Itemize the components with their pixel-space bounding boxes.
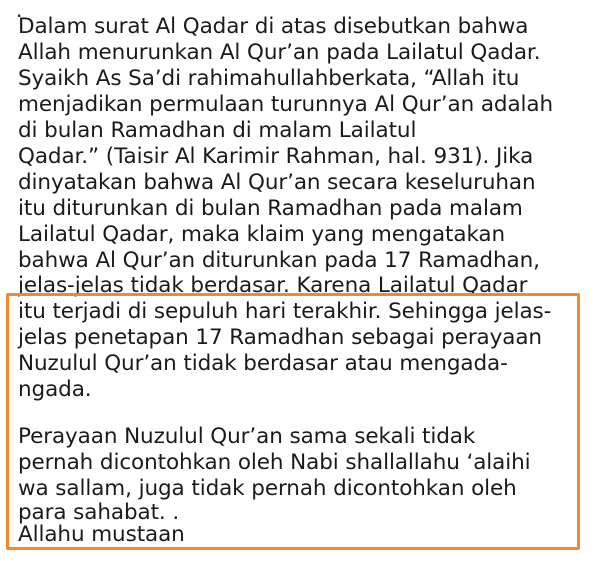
highlighted-text-line: Perayaan Nuzulul Qur’an sama sekali tidak <box>18 424 476 449</box>
closing-line: Allahu mustaan <box>18 522 185 547</box>
text-line: Dalam surat Al Qadar di atas disebutkan bahwa <box>18 14 529 39</box>
highlighted-text-line: Nuzulul Qur’an tidak berdasar atau mengada- <box>18 351 508 376</box>
text-line: Allah menurunkan Al Qur’an pada Lailatul Qadar. <box>18 40 541 65</box>
text-line: dinyatakan bahwa Al Qur’an secara keseluruhan <box>18 170 536 195</box>
top-marker: . <box>16 0 23 22</box>
highlighted-text-line: wa sallam, juga tidak pernah dicontohkan oleh <box>18 476 517 501</box>
text-line: Syaikh As Sa’di rahimahullahberkata, “Allah itu <box>18 66 520 91</box>
text-line: menjadikan permulaan turunnya Al Qur’an adalah <box>18 92 554 117</box>
text-line: di bulan Ramadhan di malam Lailatul <box>18 118 417 143</box>
text-line: jelas-jelas tidak berdasar. Karena Lailatul Qadar <box>18 273 528 298</box>
highlighted-text-line: pernah dicontohkan oleh Nabi shallallahu ‘alaihi <box>18 450 531 475</box>
text-line: Lailatul Qadar, maka klaim yang mengatakan <box>18 222 506 247</box>
highlighted-text-line: jelas penetapan 17 Ramadhan sebagai perayaan <box>18 325 542 350</box>
text-line: itu diturunkan di bulan Ramadhan pada malam <box>18 196 523 221</box>
highlighted-text-line: itu terjadi di sepuluh hari terakhir. Sehingga jelas- <box>18 299 552 324</box>
text-line: bahwa Al Qur’an diturunkan pada 17 Ramadhan, <box>18 248 540 273</box>
highlighted-text-line: para sahabat. . <box>18 500 180 525</box>
text-line: Qadar.” (Taisir Al Karimir Rahman, hal. 931). Jika <box>18 144 534 169</box>
highlighted-text-line: ngada. <box>18 377 92 402</box>
